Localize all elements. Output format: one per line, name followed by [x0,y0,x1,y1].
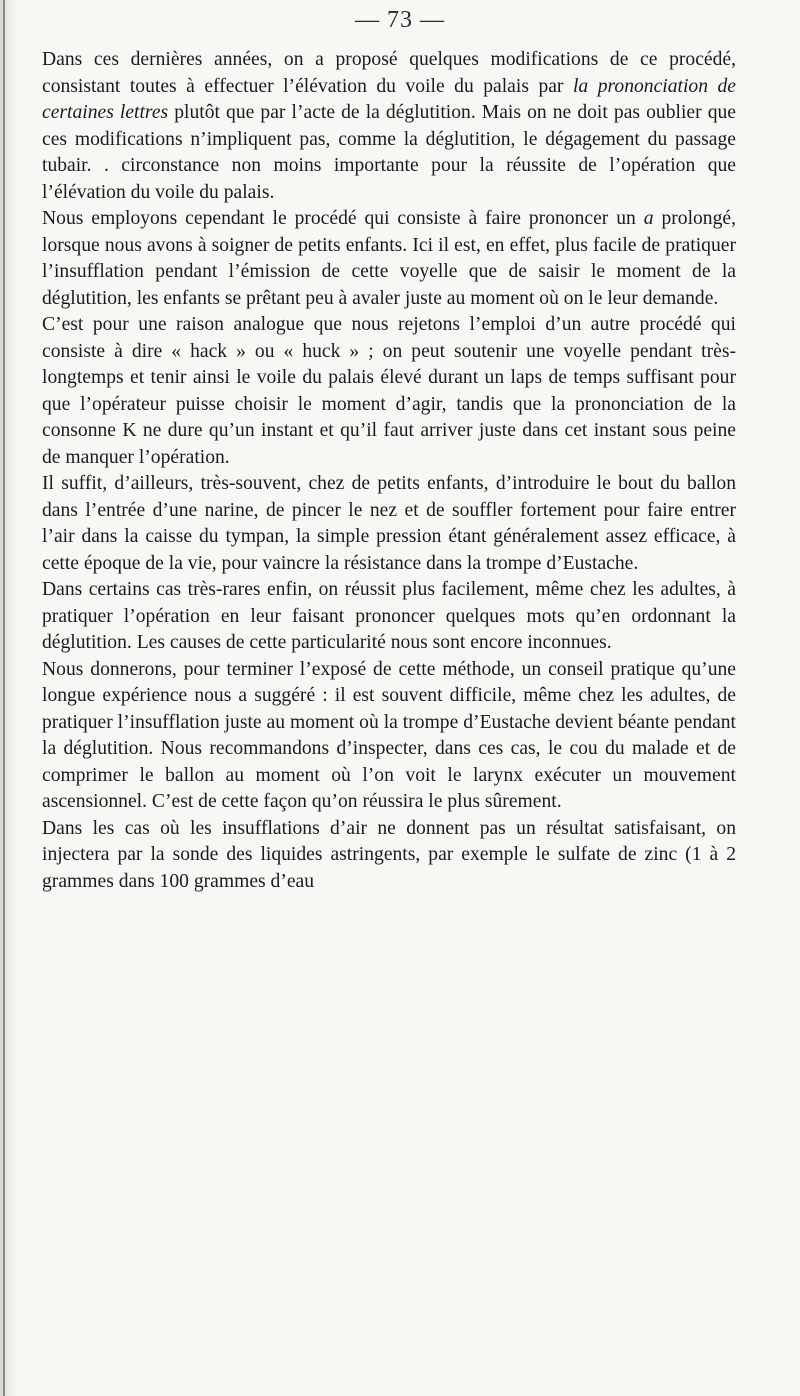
paragraph-1 [42,47,736,206]
paragraph-7 [42,816,736,896]
paragraph-2-text-start: Nous employons cependant le procédé qui consiste à faire prononcer un [42,208,644,229]
paragraph-3 [42,312,736,471]
paragraph-2 [42,206,736,312]
binding-edge [3,0,5,1396]
paragraph-6 [42,657,736,816]
paragraph-4-text: Il suffit, d’ailleurs, très-souvent, chez de petits enfants, d’introduire le bout du ballon dans l’entrée d’une narine, de pincer le nez et de souffler fortement pour faire entrer l’air dans la caisse du tympan, la simple pression étant généralement assez efficace, à cette époque de la vie, pour vaincre la résistance dans la trompe d’Eustache. [42,473,736,574]
paragraph-4 [42,471,736,577]
paragraph-2-italic: a [643,208,654,229]
body-text [42,47,736,895]
paragraph-1-text-start: Dans ces dernières années, on a proposé quelques modifications de ce procédé, consistant toutes à effectuer l’élévation du voile du palais par [42,49,736,97]
page-number: — 73 — [355,7,445,33]
paragraph-3-text: C’est pour une raison analogue que nous rejetons l’emploi d’un autre procédé qui consiste à dire « hack » ou « huck » ; on peut soutenir une voyelle pendant très-longtemps et tenir ainsi le voile du palais élevé durant un laps de temps suffisant pour que l’opérateur puisse choisir le moment d’agir, tandis que la prononciation de la consonne K ne dure qu’un instant et qu’il faut arriver juste dans cet instant sous peine de manquer l’opération. [42,314,736,468]
paragraph-5-text: Dans certains cas très-rares enfin, on réussit plus facilement, même chez les adultes, à pratiquer l’opération en leur faisant prononcer quelques mots qu’en ordonnant la déglutition. Les causes de cette particularité nous sont encore inconnues. [42,579,736,653]
paragraph-5 [42,577,736,657]
paragraph-6-text: Nous donnerons, pour terminer l’exposé de cette méthode, un conseil pratique qu’une longue expérience nous a suggéré : il est souvent difficile, même chez les adultes, de pratiquer l’insufflation juste au moment où la trompe d’Eustache devient béante pendant la déglutition. Nous recommandons d’inspecter, dans ces cas, le cou du malade et de comprimer le ballon au moment où l’on voit le larynx exécuter un mouvement ascensionnel. C’est de cette façon qu’on réussira le plus sûrement. [42,658,736,812]
paragraph-1-text-end: plutôt que par l’acte de la déglutition. Mais on ne doit pas oublier que ces modifications n’impliquent pas, comme la déglutition, le dégagement du passage tubair. . circonstance non moins importante pour la réussite de l’opération que l’élévation du voile du palais. [42,102,736,203]
paragraph-2-text-end: prolongé, lorsque nous avons à soigner de petits enfants. Ici il est, en effet, plus facile de pratiquer l’insufflation pendant l’émission de cette voyelle que de saisir le moment de la déglutition, les enfants se prêtant peu à avaler juste au moment où on le leur demande. [42,208,736,309]
paragraph-7-text: Dans les cas où les insufflations d’air ne donnent pas un résultat satisfaisant, on injectera par la sonde des liquides astringents, par exemple le sulfate de zinc (1 à 2 grammes dans 100 grammes d’eau [42,817,736,892]
paragraph-1-italic: la prononciation de certaines lettres [42,75,736,123]
